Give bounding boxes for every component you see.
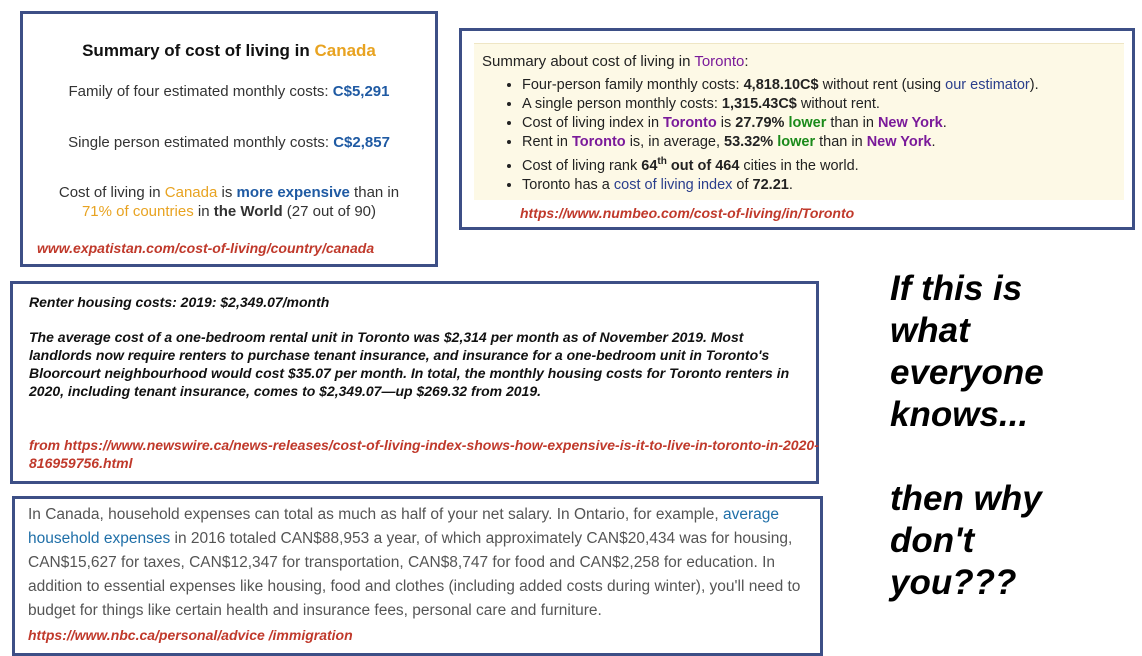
canada-compare-text: Cost of living in Canada is more expensive than in 71% of countries in the World (27 out of 90) bbox=[58, 184, 400, 220]
canada-country-name: Canada bbox=[314, 41, 376, 60]
family-cost-value: C$5,291 bbox=[332, 83, 390, 100]
list-item: • Cost of living rank 64th out of 464 cities in the world. bbox=[522, 152, 1039, 176]
renter-housing-box bbox=[10, 281, 819, 484]
single-cost-line: Single person estimated monthly costs: C$2,857 bbox=[68, 134, 390, 151]
canada-summary-title: Summary of cost of living in Canada bbox=[82, 41, 376, 60]
nbc-household-box bbox=[12, 496, 823, 656]
renter-housing-title: Renter housing costs: 2019: $2,349.07/month bbox=[29, 294, 330, 310]
renter-housing-paragraph: The average cost of a one-bedroom rental unit in Toronto was $2,314 per month as of November 2019. Most landlords now require renters to purchase tenant insurance, and insurance for a one-bedroom unit in Toronto's Bloorcourt neighbourhood would cost $35.07 per month. In total, the monthly housing costs for Toronto renters in 2020, including tenant insurance, comes to $2,349.07—up $269.32 from 2019. bbox=[29, 329, 790, 399]
expatistan-source-url: www.expatistan.com/cost-of-living/country/canada bbox=[37, 240, 375, 256]
nbc-household-paragraph: In Canada, household expenses can total as much as half of your net salary. In Ontario, for example, average household expenses in 2016 totaled CAN$88,953 a year, of which approximately CAN$20,434 was for housing, CAN$15,627 for taxes, CAN$12,347 for transportation, CAN$8,747 for food and CAN$2,258 for education. In addition to essential expenses like housing, food and clothes (including added costs during winter), you'll need to budget for things like certain health and insurance fees, personal care and furniture. https://www.nbc.ca/personal/advice /immigration bbox=[28, 506, 801, 643]
list-item: • Cost of living index in Toronto is 27.79% lower than in New York. bbox=[522, 114, 1039, 133]
toronto-summary-panel bbox=[474, 43, 1124, 200]
list-item: • Four-person family monthly costs: 4,818.10C$ without rent (using our estimator). bbox=[522, 76, 1039, 95]
list-item: • A single person monthly costs: 1,315.43C$ without rent. bbox=[522, 95, 1039, 114]
numbeo-source-url: https://www.numbeo.com/cost-of-living/in/Toronto bbox=[520, 205, 855, 221]
nbc-source-url: https://www.nbc.ca/personal/advice /immigration bbox=[28, 627, 353, 643]
cost-of-living-index-link[interactable]: cost of living index bbox=[613, 176, 733, 193]
toronto-summary-box bbox=[459, 28, 1135, 230]
toronto-summary-heading: Summary about cost of living in Toronto: bbox=[482, 53, 749, 70]
family-cost-line: Family of four estimated monthly costs: C$5,291 bbox=[68, 83, 390, 100]
canada-summary-box bbox=[20, 11, 438, 267]
list-item: • Rent in Toronto is, in average, 53.32% lower than in New York. bbox=[522, 133, 1039, 152]
slogan-text: If this is what everyone knows... then why don't you??? bbox=[890, 269, 1044, 602]
single-cost-value: C$2,857 bbox=[333, 134, 390, 151]
newswire-source-url: from https://www.newswire.ca/news-releases/cost-of-living-index-shows-how-expensive-is-it-to-live-in-toronto-in-2020-816959756.html bbox=[29, 437, 819, 471]
household-expenses-link[interactable]: average household expenses bbox=[28, 506, 780, 547]
list-item: • Toronto has a cost of living index of 72.21. bbox=[522, 176, 1039, 195]
estimator-link[interactable]: our estimator bbox=[945, 77, 1030, 93]
toronto-summary-list bbox=[482, 76, 1039, 195]
